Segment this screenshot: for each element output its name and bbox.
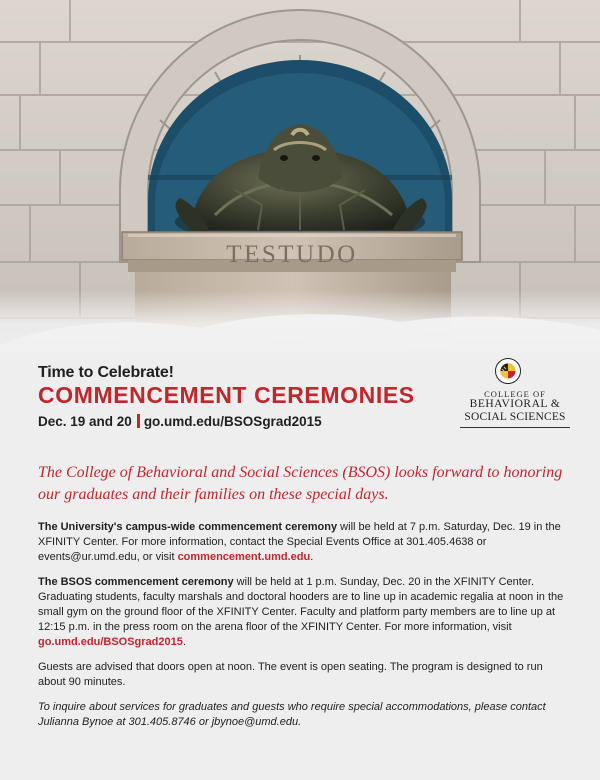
campus-ceremony-lead: The University's campus-wide commencement ceremony xyxy=(38,521,338,533)
event-url-link[interactable]: go.umd.edu/BSOSgrad2015 xyxy=(143,414,322,429)
testudo-statue-photo xyxy=(0,0,600,365)
header-band xyxy=(0,355,600,450)
bsos-ceremony-text: will be held at 1 p.m. Sunday, Dec. 20 in the XFINITY Center. Graduating students, faculty marshals and doctoral hooders are to line up in academic regalia at noon in the small gym on the ground floor of the XFINITY Center. Faculty and platform party members are to line up at 12:15 p.m. in the press room on the arena floor of the XFINITY Center. For more information, visit xyxy=(38,576,564,633)
paragraph-campus-ceremony xyxy=(38,520,568,565)
statue-inscription: TESTUDO xyxy=(226,241,358,268)
body-text xyxy=(38,520,568,740)
intro-statement: The College of Behavioral and Social Sciences (BSOS) looks forward to honoring our graduates and their families on these special days. xyxy=(38,464,563,503)
event-dates: Dec. 19 and 20 xyxy=(38,414,132,429)
paragraph-bsos-ceremony xyxy=(38,575,568,650)
divider-bar xyxy=(137,414,140,428)
paragraph-accommodations: To inquire about services for graduates and guests who require special accommodations, please contact Julianna Bynoe at 301.405.8746 or jbynoe@umd.edu. xyxy=(38,701,546,728)
paragraph-guests: Guests are advised that doors open at noon. The event is open seating. The program is designed to run about 90 minutes. xyxy=(38,661,543,688)
logo-line-college-of: COLLEGE OF xyxy=(484,389,546,399)
logo-rule xyxy=(460,427,570,428)
university-seal-icon xyxy=(495,358,521,384)
kicker-title: Time to Celebrate! xyxy=(38,364,174,381)
college-logo xyxy=(460,356,570,436)
bsos-grad-link[interactable]: go.umd.edu/BSOSgrad2015 xyxy=(38,636,183,648)
campus-ceremony-text: will be held at 7 p.m. Saturday, Dec. 19 in the XFINITY Center. For more information, contact the Special Events Office at 301.405.4638 or events@ur.umd.edu, or visit xyxy=(38,521,561,563)
commencement-link[interactable]: commencement.umd.edu xyxy=(177,551,311,563)
hero-photo xyxy=(0,0,600,365)
bsos-ceremony-lead: The BSOS commencement ceremony xyxy=(38,576,234,588)
page-title: COMMENCEMENT CEREMONIES xyxy=(38,382,415,408)
campus-ceremony-tail: . xyxy=(310,551,314,563)
logo-line-behavioral: BEHAVIORAL & xyxy=(469,398,561,410)
bsos-ceremony-tail: . xyxy=(182,636,186,648)
date-url-line xyxy=(38,414,322,429)
logo-line-social-sciences: SOCIAL SCIENCES xyxy=(464,411,566,423)
